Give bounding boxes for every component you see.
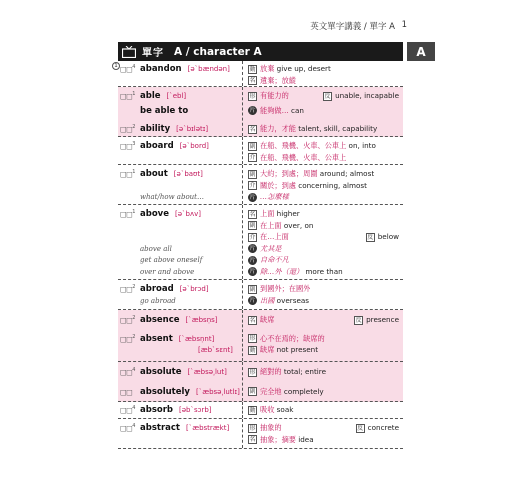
tv-icon xyxy=(122,46,136,58)
checkbox-marks[interactable]: □□$^4$ xyxy=(120,405,135,415)
antonym: 反 concrete xyxy=(357,423,399,432)
page-number: 1 xyxy=(401,20,407,30)
checkbox-marks[interactable]: □□$^2$ xyxy=(120,124,135,134)
headword: ability [ə`bɪlətɪ] xyxy=(140,124,209,135)
definition: 副 在船、飛機、火車、公車上 on, into xyxy=(249,141,376,150)
phonetic-alt: [æb`sɛnt] xyxy=(198,346,233,355)
definition: 形 心不在焉的；缺席的 xyxy=(249,333,325,343)
phrase: over and above xyxy=(140,267,195,276)
definition: 片 能夠做… can xyxy=(249,105,304,115)
entry-absolute xyxy=(118,362,403,402)
banner-subtitle: A / character A xyxy=(174,45,262,58)
checkbox-marks[interactable]: □□$^3$ xyxy=(120,141,135,151)
entry-about xyxy=(118,165,403,205)
antonym: 反 unable, incapable xyxy=(324,91,399,100)
running-title: 英文單字講義 / 單字 A xyxy=(310,22,395,32)
entry-absence xyxy=(118,310,403,362)
headword: able [`ebl] xyxy=(140,91,187,101)
phrase: be able to xyxy=(140,105,189,116)
banner-title: 單字 xyxy=(142,48,164,59)
phrase: above all xyxy=(140,244,172,253)
phrase: go abroad xyxy=(140,296,176,305)
entry-able xyxy=(118,87,403,137)
checkbox-marks[interactable]: □□$^2$ xyxy=(120,284,135,294)
definition: 片 自命不凡 xyxy=(249,255,289,265)
definition: 動 缺席 not present xyxy=(249,345,319,355)
entry-abstract xyxy=(118,419,403,449)
definition: 片 出國 overseas xyxy=(249,295,310,305)
headword: abandon [ə`bændən] xyxy=(140,64,230,74)
headword: abstract [`æbstrækt] xyxy=(140,423,230,433)
headword: above [ə`bʌv] xyxy=(140,209,201,219)
headword: absorb [əb`sɔrb] xyxy=(140,405,212,415)
definition: 副 完全地 completely xyxy=(249,386,324,396)
definition: 名 遺棄；放縱 xyxy=(249,75,296,85)
headword: absolute [`æbsə͵lut] xyxy=(140,367,227,377)
headword: abroad [ə`brɔd] xyxy=(140,284,209,294)
entry-above xyxy=(118,205,403,280)
headword: absence [`æbsṇs] xyxy=(140,315,218,325)
headword: aboard [ə`bord] xyxy=(140,141,209,151)
headword: absent [`æbsṇnt] xyxy=(140,333,215,344)
definition: 介 在…上面 xyxy=(249,232,289,242)
definition: 動 吸收 soak xyxy=(249,405,294,414)
circle-marker: 1 xyxy=(112,62,120,70)
entry-abroad xyxy=(118,280,403,310)
entry-absorb xyxy=(118,402,403,419)
definition: 介 關於；到處 concerning, almost xyxy=(249,180,367,190)
definition: 形 有能力的 xyxy=(249,91,289,100)
checkbox-marks[interactable]: □□ xyxy=(120,387,133,396)
antonym: 反 below xyxy=(367,232,399,242)
checkbox-marks[interactable]: □□$^2$ xyxy=(120,333,135,343)
definition: 副 在上面 over, on xyxy=(249,220,314,230)
definition: 片 除…外（還） more than xyxy=(249,266,343,276)
phrase: get above oneself xyxy=(140,256,203,265)
definition: 副 到國外；在國外 xyxy=(249,284,311,293)
definition: 片 尤其是 xyxy=(249,243,282,253)
headword: absolutely [`æbsə͵lutlɪ] xyxy=(140,386,240,397)
definition: 形 抽象的 xyxy=(249,423,282,432)
section-banner xyxy=(118,42,403,61)
definition: 名 抽象；摘要 idea xyxy=(249,434,314,444)
entry-abandon xyxy=(114,61,403,87)
checkbox-marks[interactable]: □□$^4$ xyxy=(120,64,135,74)
phonetic: [ə`bændən] xyxy=(187,65,230,73)
checkbox-marks[interactable]: □□$^4$ xyxy=(120,367,135,377)
definition: 名 缺席 xyxy=(249,315,275,324)
vocab-table xyxy=(114,61,403,449)
antonym: 反 presence xyxy=(355,315,399,324)
definition: 動 放棄 give up, desert xyxy=(249,64,331,73)
checkbox-marks[interactable]: □□$^1$ xyxy=(120,91,135,101)
checkbox-marks[interactable]: □□$^4$ xyxy=(120,423,135,433)
entry-aboard xyxy=(118,137,403,165)
checkbox-marks[interactable]: □□$^1$ xyxy=(120,169,135,179)
definition: 名 能力，才能 talent, skill, capability xyxy=(249,124,378,134)
letter-tab[interactable]: A xyxy=(407,42,435,61)
phrase: what/how about… xyxy=(140,193,204,202)
definition: 形 絕對的 total; entire xyxy=(249,367,327,376)
headword: about [ə`baʊt] xyxy=(140,169,203,179)
definition: 片 …怎麼樣 xyxy=(249,192,289,202)
definition: 介 在船、飛機、火車、公車上 xyxy=(249,152,347,162)
definition: 名 上面 higher xyxy=(249,209,300,218)
checkbox-marks[interactable]: □□$^2$ xyxy=(120,315,135,325)
checkbox-marks[interactable]: □□$^1$ xyxy=(120,209,135,219)
definition: 副 大約；到處；周圍 around; almost xyxy=(249,169,375,178)
